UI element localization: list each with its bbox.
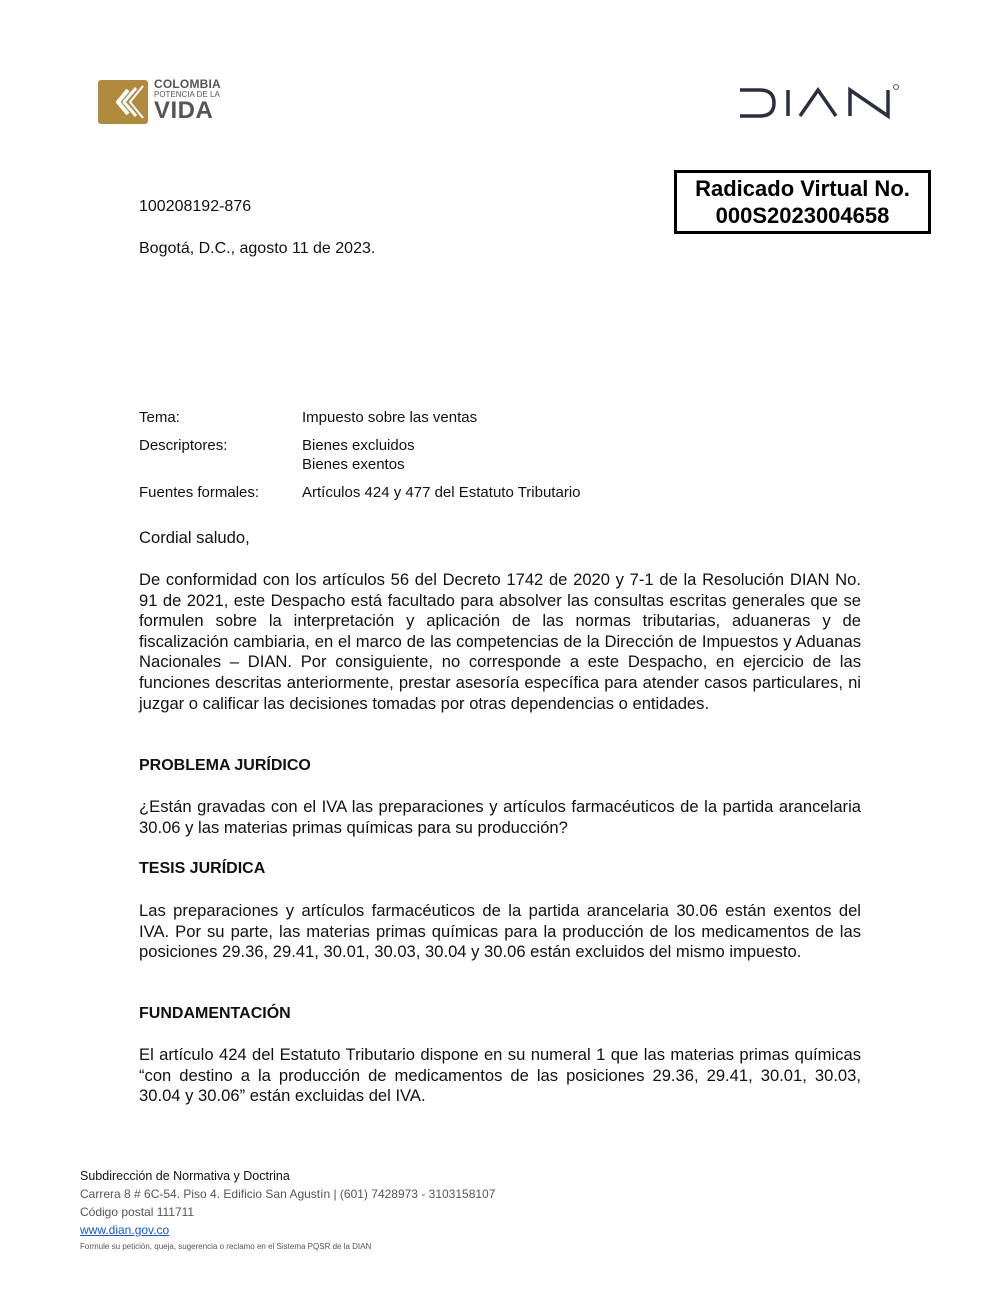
footer-website-link[interactable]: www.dian.gov.co — [80, 1223, 170, 1237]
dian-logo — [738, 82, 903, 122]
fundamentacion-paragraph: El artículo 424 del Estatuto Tributario dispone en su numeral 1 que las materias primas químicas “con destino a la producción de medicamentos de las posiciones 29.36, 29.41, 30.01, 30.03, 30.04 y 30.06” están excluidas del IVA. — [139, 1045, 861, 1106]
tesis-heading: TESIS JURÍDICA — [139, 860, 266, 877]
radicado-label: Radicado Virtual No. — [695, 176, 910, 201]
descriptores-value-1: Bienes excluidos — [302, 437, 415, 454]
reference-number: 100208192-876 — [139, 198, 252, 215]
colombia-logo-line1: COLOMBIA — [154, 77, 221, 91]
radicado-box — [674, 170, 931, 234]
intro-paragraph: De conformidad con los artículos 56 del Decreto 1742 de 2020 y 7-1 de la Resolución DIAN No. 91 de 2021, este Despacho está facultado para absolver las consultas escritas generales que se formulen sobre la interpretación y aplicación de las normas tributarias, aduaneras y de fiscalización cambiaria, en el marco de las competencias de la Dirección de Impuestos y Aduanas Nacionales – DIAN. Por consiguiente, no corresponde a este Despacho, en ejercicio de las funciones descritas anteriormente, prestar asesoría específica para atender casos particulares, ni juzgar o calificar las decisiones tomadas por otras dependencias o entidades. — [139, 570, 861, 713]
greeting: Cordial saludo, — [139, 528, 250, 547]
fuentes-label: Fuentes formales: — [139, 484, 260, 501]
descriptores-value-2: Bienes exentos — [302, 456, 405, 473]
colombia-potencia-de-la-vida-logo — [98, 78, 233, 126]
footer-pqsr-note: Formule su petición, queja, sugerencia o reclamo en el Sistema PQSR de la DIAN — [80, 1242, 372, 1251]
colombia-emblem-icon — [98, 78, 150, 126]
colombia-logo-line2: POTENCIA DE LA — [154, 90, 220, 99]
footer-postal: Código postal 111711 — [80, 1205, 195, 1219]
radicado-number: 000S2023004658 — [715, 203, 890, 228]
problema-heading: PROBLEMA JURÍDICO — [139, 757, 311, 774]
footer-office: Subdirección de Normativa y Doctrina — [80, 1169, 290, 1183]
fuentes-value: Artículos 424 y 477 del Estatuto Tributario — [302, 484, 581, 501]
problema-paragraph: ¿Están gravadas con el IVA las preparaciones y artículos farmacéuticos de la partida arancelaria 30.06 y las materias primas químicas para su producción? — [139, 797, 861, 837]
tema-value: Impuesto sobre las ventas — [302, 409, 478, 426]
footer-address: Carrera 8 # 6C-54. Piso 4. Edificio San Agustín | (601) 7428973 - 3103158107 — [80, 1187, 496, 1201]
colombia-logo-line3: VIDA — [154, 97, 214, 124]
tema-label: Tema: — [139, 409, 180, 426]
fundamentacion-heading: FUNDAMENTACIÓN — [139, 1005, 291, 1022]
tesis-paragraph: Las preparaciones y artículos farmacéuticos de la partida arancelaria 30.06 están exentos del IVA. Por su parte, las materias primas químicas para la producción de los medicamentos de las posiciones 29.36, 29.41, 30.01, 30.03, 30.04 y 30.06 están excluidos del mismo impuesto. — [139, 901, 861, 962]
descriptores-label: Descriptores: — [139, 437, 228, 454]
letter-date: Bogotá, D.C., agosto 11 de 2023. — [139, 240, 376, 257]
